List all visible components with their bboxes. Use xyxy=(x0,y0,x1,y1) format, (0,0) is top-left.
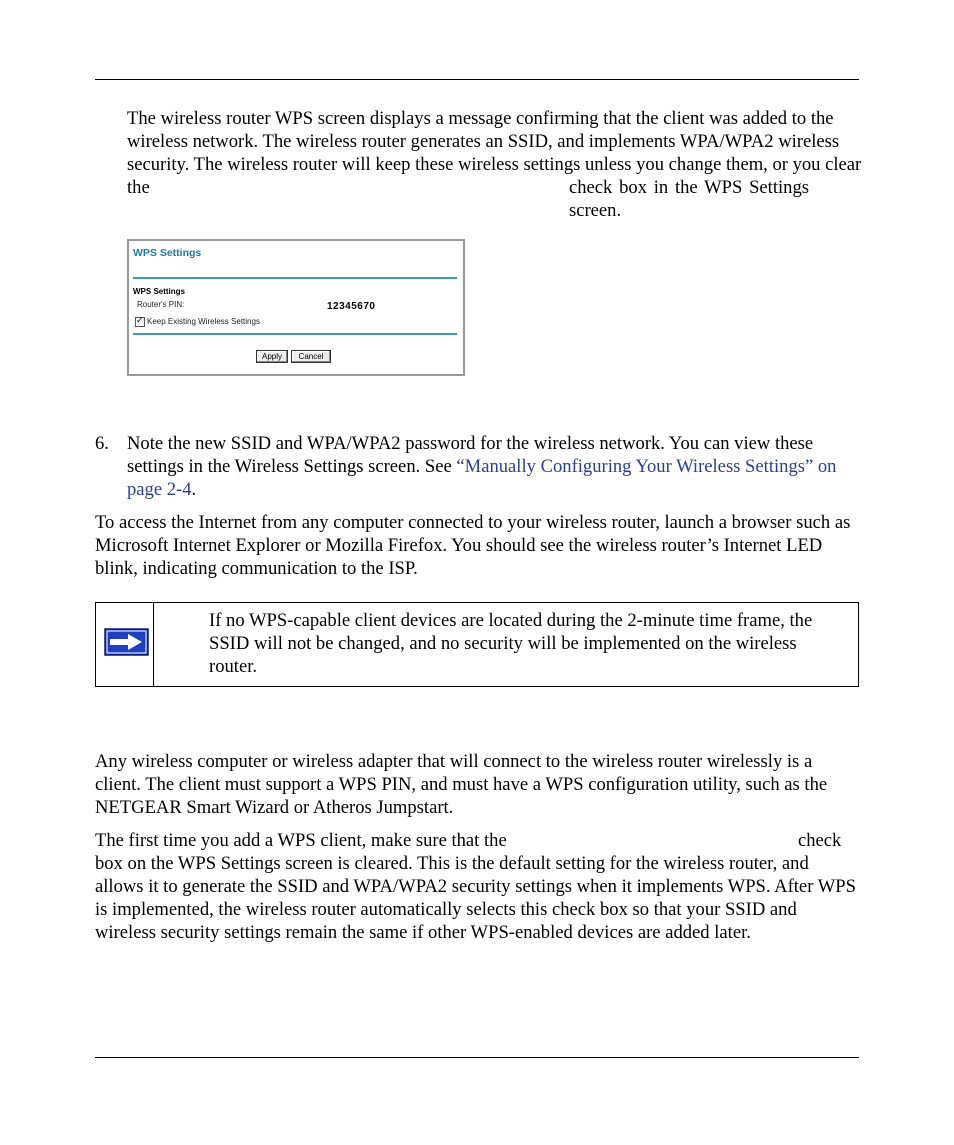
first-client-rest: box on the WPS Settings screen is cleared. This is the default setting for the wireless router, and allows it to generate the SSID and WPA/WPA2 security settings when it implements WPS. After WPS is implemented, the wireless router automatically selects this check box so that your SSID and wireless security settings remain the same if other WPS-enabled devices are added later. xyxy=(95,853,856,943)
first-client-head: The first time you add a WPS client, make sure that the xyxy=(95,830,507,851)
header-rule xyxy=(95,79,859,80)
wps-settings-panel xyxy=(127,239,465,376)
keep-settings-checkbox[interactable] xyxy=(135,317,145,327)
cancel-button[interactable]: Cancel xyxy=(291,350,331,363)
note-divider xyxy=(153,603,154,686)
client-paragraph: Any wireless computer or wireless adapter that will connect to the wireless router wirelessly is a client. The client must support a WPS PIN, and must have a WPS configuration utility, such as the NETGEAR Smart Wizard or Atheros Jumpstart. xyxy=(95,751,828,818)
keep-settings-label: Keep Existing Wireless Settings xyxy=(147,317,260,326)
intro-text: The wireless router WPS screen displays a message confirming that the client was added to the wireless network. The wireless router generates an SSID, and implements WPA/WPA2 wireless security. The wireless router will keep these wireless settings unless you change them, or you clear the xyxy=(127,108,862,198)
intro-text-tail: check box in the WPS Settings screen. xyxy=(569,177,809,221)
panel-section-heading: WPS Settings xyxy=(133,287,186,296)
panel-bottom-rule xyxy=(133,333,457,335)
panel-title: WPS Settings xyxy=(133,247,202,259)
step-text xyxy=(127,432,857,501)
manual-config-link[interactable]: “Manually Configuring Your Wireless Settings” on page 2-4 xyxy=(127,456,837,500)
note-text: If no WPS-capable client devices are located during the 2-minute time frame, the SSID will not be changed, and no security will be implemented on the wireless router. xyxy=(209,610,813,677)
step-number: 6. xyxy=(95,433,109,454)
first-client-check: check xyxy=(798,830,842,851)
step-end: . xyxy=(191,479,197,500)
note-box xyxy=(95,602,859,687)
internet-access-paragraph: To access the Internet from any computer connected to your wireless router, launch a browser such as Microsoft Internet Explorer or Mozilla Firefox. You should see the wireless router’s Internet LED blink, indicating communication to the ISP. xyxy=(95,512,851,579)
step-body: Note the new SSID and WPA/WPA2 password for the wireless network. You can view these settings in the Wireless Settings screen. See xyxy=(127,433,814,477)
footer-rule xyxy=(95,1057,859,1058)
apply-button[interactable]: Apply xyxy=(256,350,288,363)
panel-top-rule xyxy=(133,277,457,279)
arrow-right-icon xyxy=(104,628,149,656)
router-pin-value: 12345670 xyxy=(327,301,376,312)
router-pin-label: Router's PIN: xyxy=(137,300,185,309)
